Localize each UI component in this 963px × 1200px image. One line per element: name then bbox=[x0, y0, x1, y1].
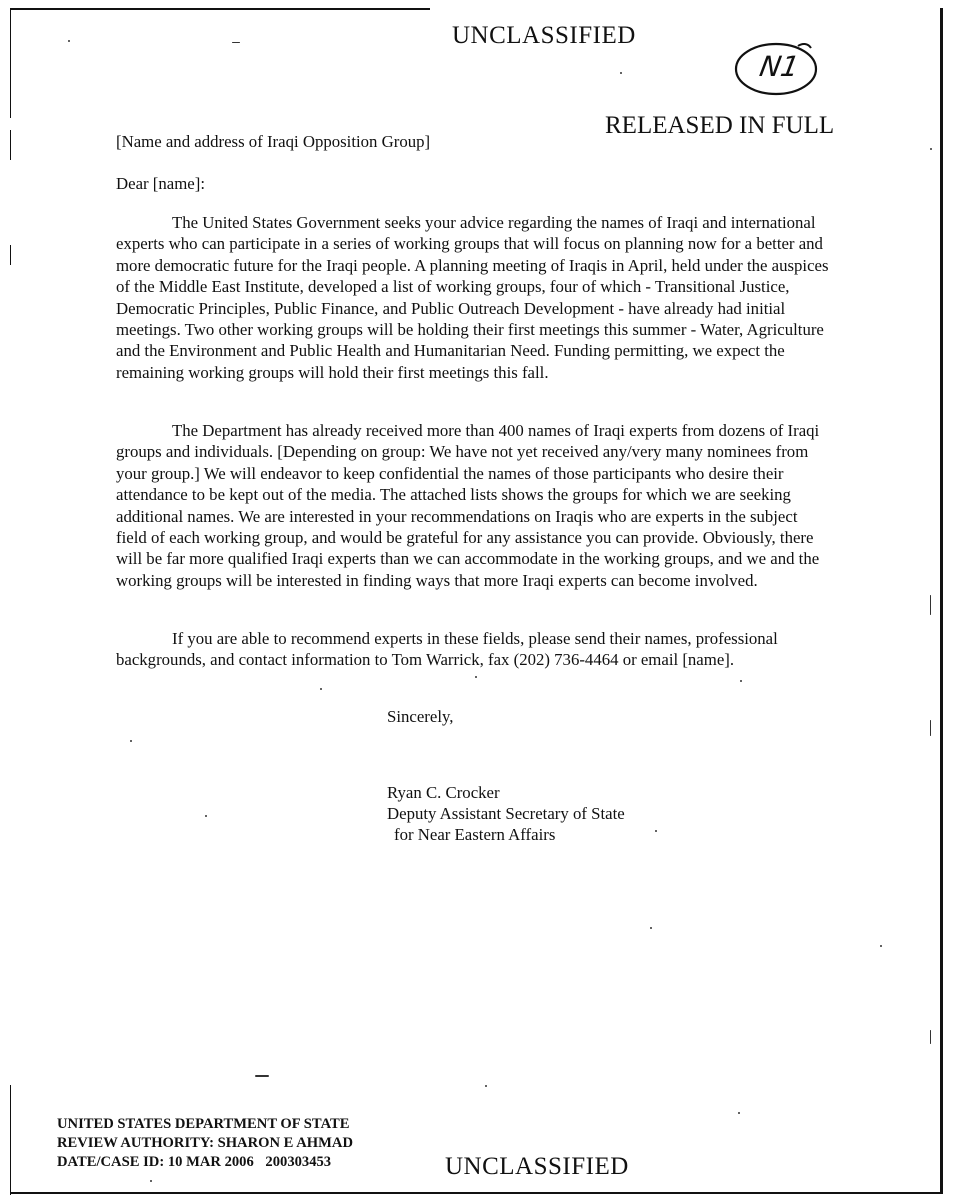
scan-border-left-2 bbox=[10, 130, 11, 160]
scan-speck bbox=[68, 40, 70, 42]
footer-date-label: DATE/CASE ID: 10 MAR 2006 bbox=[57, 1154, 254, 1170]
footer-case-id: 200303453 bbox=[265, 1154, 332, 1170]
scan-speck bbox=[232, 42, 240, 43]
scan-speck bbox=[880, 945, 882, 947]
scan-speck bbox=[255, 1075, 269, 1077]
scan-speck bbox=[655, 830, 657, 832]
signer-title-2: for Near Eastern Affairs bbox=[394, 825, 556, 844]
scan-speck bbox=[475, 676, 477, 678]
letter-paragraph-3: If you are able to recommend experts in these fields, please send their names, professional backgrounds, and contact information to Tom Warrick, fax (202) 736-4464 or email [name]. bbox=[116, 629, 778, 670]
handwritten-mark bbox=[732, 38, 820, 100]
signer-name: Ryan C. Crocker bbox=[387, 783, 500, 802]
closing: Sincerely, bbox=[387, 707, 454, 726]
signer-title-1: Deputy Assistant Secretary of State bbox=[387, 804, 625, 823]
scan-speck bbox=[740, 680, 742, 682]
scan-speck bbox=[738, 1112, 740, 1114]
scan-border-bottom bbox=[10, 1192, 943, 1194]
scan-speck bbox=[930, 720, 931, 736]
classification-bottom: UNCLASSIFIED bbox=[445, 1153, 629, 1180]
scan-speck bbox=[930, 148, 932, 150]
salutation: Dear [name]: bbox=[116, 174, 205, 193]
scan-speck bbox=[320, 688, 322, 690]
scan-speck bbox=[930, 595, 931, 615]
scan-speck bbox=[620, 72, 622, 74]
address-line: [Name and address of Iraqi Opposition Group] bbox=[116, 132, 431, 151]
scan-speck bbox=[130, 740, 132, 742]
classification-top: UNCLASSIFIED bbox=[452, 22, 636, 49]
scan-speck bbox=[485, 1085, 487, 1087]
scan-speck bbox=[930, 1030, 931, 1044]
letter-paragraph-1: The United States Government seeks your advice regarding the names of Iraqi and international experts who can participate in a series of working groups that will focus on planning now for a better and more democratic future for the Iraqi people. A planning meeting of Iraqis in April, held under the auspices of the Middle East Institute, developed a list of working groups, four of which - Transitional Justice, Democratic Principles, Public Finance, and Public Outreach Development - have already had initial meetings. Two other working groups will be holding their first meetings this summer - Water, Agriculture and the Environment and Public Health and Humanitarian Need. Funding permitting, we expect the remaining working groups will hold their first meetings this fall. bbox=[116, 213, 829, 382]
scan-border-top bbox=[10, 8, 430, 10]
handwritten-mark-text: N1 bbox=[757, 50, 802, 83]
release-stamp: RELEASED IN FULL bbox=[605, 112, 835, 139]
footer-date-case bbox=[57, 1153, 331, 1172]
scan-border-left-3 bbox=[10, 245, 11, 265]
letter-paragraph-2: The Department has already received more than 400 names of Iraqi experts from dozens of Iraqi groups and individuals. [Depending on group: We have not yet received any/very many nominees from your group.] We will endeavor to keep confidential the names of those participants who desire their attendance to be kept out of the media. The attached lists shows the groups for which we are seeking additional names. We are interested in your recommendations on Iraqis who are experts in the subject field of each working group, and would be grateful for any assistance you can provide. Obviously, there will be far more qualified Iraqi experts than we can accommodate in the working groups, and we and the working groups will be interested in finding ways that more Iraqi experts can become involved. bbox=[116, 421, 820, 590]
scan-speck bbox=[650, 927, 652, 929]
footer-department: UNITED STATES DEPARTMENT OF STATE bbox=[57, 1116, 350, 1132]
scan-speck bbox=[150, 1180, 152, 1182]
scan-speck bbox=[205, 815, 207, 817]
scan-border-left-bottom bbox=[10, 1085, 11, 1195]
scan-border-right bbox=[940, 8, 943, 1193]
scan-border-left bbox=[10, 8, 11, 118]
footer-review-authority: REVIEW AUTHORITY: SHARON E AHMAD bbox=[57, 1135, 353, 1151]
